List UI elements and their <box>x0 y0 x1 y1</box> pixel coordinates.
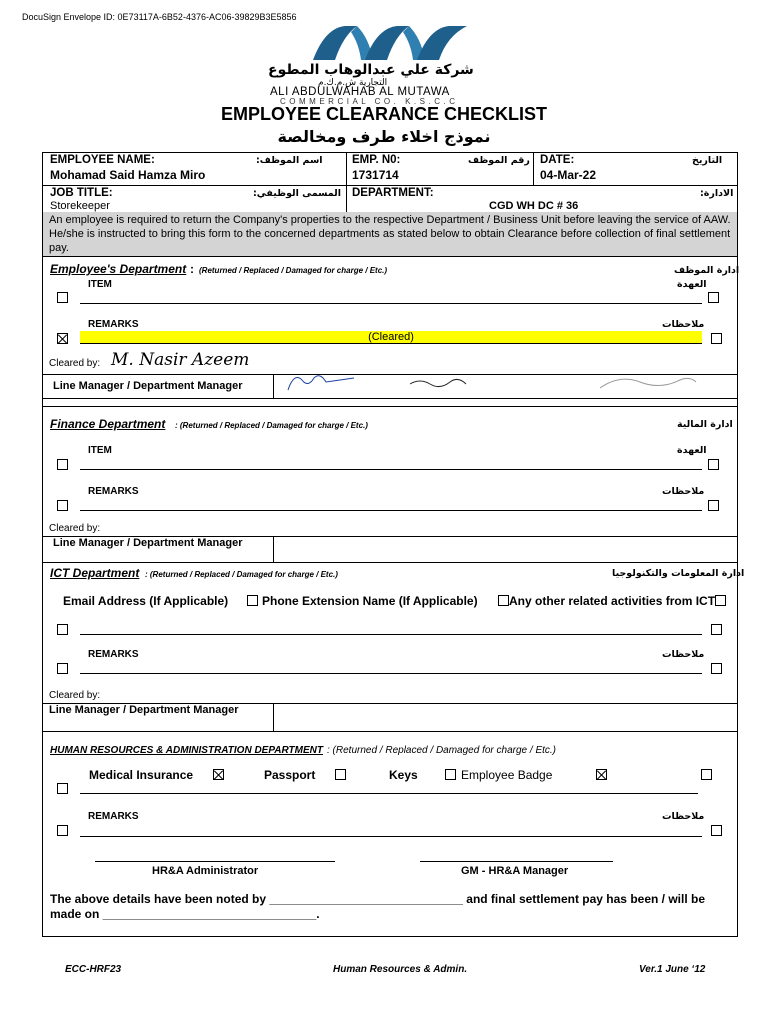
finance-dept-remarks-checkbox[interactable] <box>57 500 68 511</box>
employee-dept-cleared-by-label: Cleared by: <box>49 358 101 369</box>
employee-dept-colon: : <box>190 262 194 276</box>
ict-email-label: Email Address (If Applicable) <box>63 594 229 608</box>
company-arabic-subtitle: التجارية ش.م.ك.م <box>318 78 388 88</box>
employee-dept-note: (Returned / Replaced / Damaged for charge / Etc.) <box>199 266 388 275</box>
footer-form-code: ECC-HRF23 <box>65 964 122 975</box>
ict-remarks-line <box>80 673 702 674</box>
hr-statement-line-1: The above details have been noted by _____________________________ and final settlement pay has been / will be <box>50 892 705 906</box>
hr-statement-line-2: made on ________________________________. <box>50 907 320 921</box>
hr-badge-label: Employee Badge <box>461 768 553 782</box>
job-title-value: Storekeeper <box>50 200 110 212</box>
company-arabic-name: شركة علي عبدالوهاب المطوع <box>268 62 474 78</box>
department-label-ar: الادارة: <box>700 188 734 199</box>
employee-dept-cleared-by-signature: M. Nasir Azeem <box>111 350 250 370</box>
emp-no-value: 1731714 <box>352 168 399 182</box>
hr-remarks-label: REMARKS <box>88 811 139 822</box>
ict-remarks-checkbox-right[interactable] <box>711 663 722 674</box>
divider <box>273 536 274 562</box>
hr-remarks-checkbox-right[interactable] <box>711 825 722 836</box>
hr-dept-title: HUMAN RESOURCES & ADMINISTRATION DEPARTMENT <box>50 745 323 756</box>
hr-keys-checkbox[interactable] <box>445 769 456 780</box>
finance-dept-title: Finance Department <box>50 417 166 431</box>
emp-no-label-ar: رقم الموظف <box>468 155 530 166</box>
divider <box>533 152 534 185</box>
page-title-arabic: نموذج اخلاء طرف ومخالصة <box>277 127 491 146</box>
gm-signature-line <box>420 861 613 862</box>
finance-dept-item-label-ar: العهدة <box>677 445 707 456</box>
divider <box>273 703 274 731</box>
finance-dept-remarks-label-ar: ملاحظات <box>662 486 705 497</box>
hr-badge-checkbox[interactable] <box>596 769 607 780</box>
footer-department: Human Resources & Admin. <box>333 964 468 975</box>
notice-text: An employee is required to return the Company's properties to the respective Department / Business Unit before leaving the service of AAW. He/she is instructed to bring this form to the concerned departments as stated below to obtain Clearance before collection of final settlement pay. <box>43 212 737 256</box>
hr-passport-checkbox[interactable] <box>335 769 346 780</box>
employee-dept-item-checkbox[interactable] <box>57 292 68 303</box>
finance-dept-remarks-checkbox-right[interactable] <box>708 500 719 511</box>
divider <box>42 562 738 563</box>
ict-remarks-checkbox[interactable] <box>57 663 68 674</box>
ict-other-label: Any other related activities from ICT <box>509 594 716 608</box>
hr-admin-signature-line <box>95 861 335 862</box>
ict-dept-note: : (Returned / Replaced / Damaged for charge / Etc.) <box>145 570 338 579</box>
finance-dept-note: : (Returned / Replaced / Damaged for charge / Etc.) <box>175 421 368 430</box>
finance-dept-cleared-by-label: Cleared by: <box>49 523 101 534</box>
ict-cleared-by-label: Cleared by: <box>49 690 101 701</box>
hr-dept-note: : (Returned / Replaced / Damaged for charge / Etc.) <box>327 745 556 756</box>
hr-item-line <box>80 793 698 794</box>
date-label: DATE: <box>540 154 575 166</box>
employee-dept-title-ar: ادارة الموظف <box>674 265 740 276</box>
employee-dept-item-label: ITEM <box>88 279 112 290</box>
divider <box>42 398 738 399</box>
divider <box>273 374 274 398</box>
hr-remarks-line <box>80 836 702 837</box>
employee-dept-remarks-checkbox-right[interactable] <box>711 333 722 344</box>
manager-signatures-icon <box>280 368 720 398</box>
company-english-name: ALI ABDULWAHAB AL MUTAWA <box>270 86 450 98</box>
date-label-ar: التاريخ <box>692 155 723 166</box>
employee-name-label-ar: اسم الموظف: <box>256 155 323 166</box>
employee-dept-remarks-checkbox[interactable] <box>57 333 68 344</box>
hr-extra-checkbox[interactable] <box>701 769 712 780</box>
gm-label: GM - HR&A Manager <box>461 865 569 877</box>
finance-dept-item-checkbox[interactable] <box>57 459 68 470</box>
employee-dept-title: Employee's Department <box>50 262 187 276</box>
finance-dept-remarks-label: REMARKS <box>88 486 139 497</box>
employee-name-value: Mohamad Said Hamza Miro <box>50 168 206 182</box>
ict-dept-title-ar: ادارة المعلومات والتكنولوجيا <box>612 568 745 579</box>
ict-item-checkbox[interactable] <box>57 624 68 635</box>
ict-other-checkbox[interactable] <box>715 595 726 606</box>
ict-email-checkbox[interactable] <box>247 595 258 606</box>
divider <box>42 731 738 732</box>
footer-version: Ver.1 June ‘12 <box>639 964 706 975</box>
ict-remarks-label: REMARKS <box>88 649 139 660</box>
divider <box>346 152 347 212</box>
hr-keys-label: Keys <box>389 768 418 782</box>
emp-no-label: EMP. N0: <box>352 154 401 166</box>
employee-dept-item-line <box>80 303 702 304</box>
finance-dept-title-ar: ادارة المالية <box>677 419 733 430</box>
date-value: 04-Mar-22 <box>540 168 597 182</box>
divider <box>42 256 738 257</box>
ict-item-line <box>80 634 702 635</box>
employee-dept-item-checkbox-right[interactable] <box>708 292 719 303</box>
job-title-label: JOB TITLE: <box>50 187 113 199</box>
hr-item-checkbox[interactable] <box>57 783 68 794</box>
company-logo-icon <box>305 22 470 62</box>
hr-remarks-label-ar: ملاحظات <box>662 811 705 822</box>
divider <box>42 406 738 407</box>
page-title: EMPLOYEE CLEARANCE CHECKLIST <box>220 104 548 124</box>
ict-item-checkbox-right[interactable] <box>711 624 722 635</box>
finance-dept-manager-label: Line Manager / Department Manager <box>53 537 243 549</box>
ict-dept-title: ICT Department <box>50 566 140 580</box>
hr-remarks-checkbox[interactable] <box>57 825 68 836</box>
company-english-subtitle: COMMERCIAL CO. K.S.C.C <box>280 97 459 106</box>
finance-dept-item-checkbox-right[interactable] <box>708 459 719 470</box>
finance-dept-remarks-line <box>80 510 702 511</box>
divider <box>42 185 738 186</box>
ict-phone-label: Phone Extension Name (If Applicable) <box>262 594 478 608</box>
finance-dept-item-line <box>80 469 702 470</box>
hr-medical-checkbox[interactable] <box>213 769 224 780</box>
hr-passport-label: Passport <box>264 768 316 782</box>
ict-remarks-label-ar: ملاحظات <box>662 649 705 660</box>
ict-phone-checkbox[interactable] <box>498 595 509 606</box>
employee-dept-remarks-label: REMARKS <box>88 319 139 330</box>
employee-dept-remarks-label-ar: ملاحظات <box>662 319 705 330</box>
hr-medical-label: Medical Insurance <box>89 768 194 782</box>
employee-name-label: EMPLOYEE NAME: <box>50 154 155 166</box>
employee-dept-remarks-value: (Cleared) <box>80 331 702 344</box>
job-title-label-ar: المسمى الوظيفي: <box>253 188 342 199</box>
employee-dept-item-label-ar: العهدة <box>677 279 707 290</box>
finance-dept-item-label: ITEM <box>88 445 112 456</box>
ict-manager-label: Line Manager / Department Manager <box>49 704 239 716</box>
envelope-id: DocuSign Envelope ID: 0E73117A-6B52-4376-AC06-39829B3E5856 <box>22 12 297 22</box>
department-label: DEPARTMENT: <box>352 187 434 199</box>
employee-dept-manager-label: Line Manager / Department Manager <box>53 380 243 392</box>
hr-admin-label: HR&A Administrator <box>152 865 259 877</box>
department-value: CGD WH DC # 36 <box>489 200 579 212</box>
